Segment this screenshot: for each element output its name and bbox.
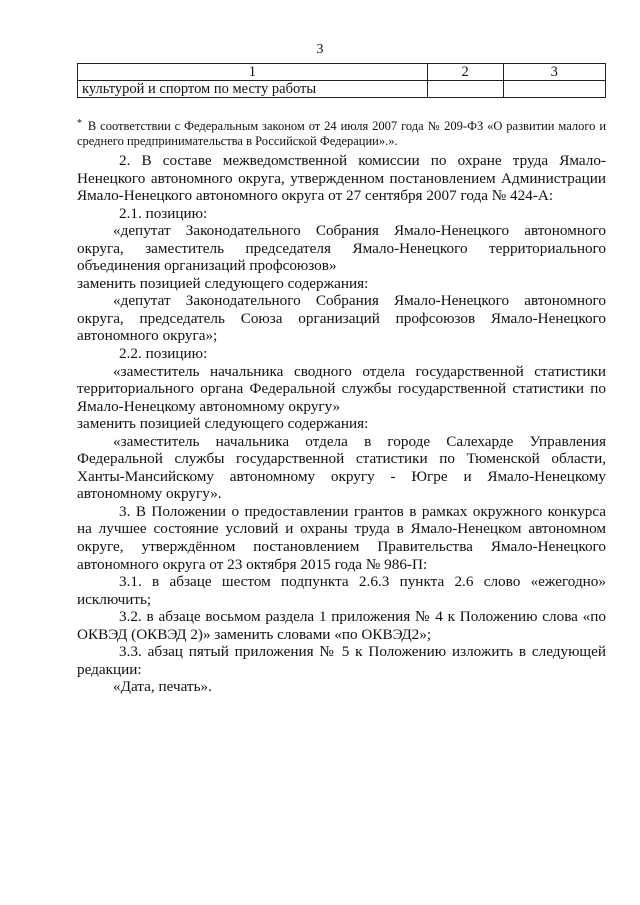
continuation-table	[77, 63, 606, 98]
quoted-position: «заместитель начальника сводного отдела государственной статистики территориального органа Федеральной службы государственной статистики по Ямало-Ненецкому автономному округу»	[77, 362, 606, 415]
footnote	[77, 119, 606, 149]
paragraph: заменить позицией следующего содержания:	[77, 274, 369, 292]
paragraph: 3.2. в абзаце восьмом раздела 1 приложения № 4 к Положению слова «по ОКВЭД (ОКВЭД 2)» заменить словами «по ОКВЭД2»;	[77, 608, 606, 643]
table-cell	[427, 81, 503, 98]
quoted-position: «депутат Законодательного Собрания Ямало-Ненецкого автономного округа, заместитель председателя Ямало-Ненецкого территориального объединения организаций профсоюзов»	[77, 222, 606, 275]
quoted-position: «заместитель начальника отдела в городе Салехарде Управления Федеральной службы государственной статистики по Тюменской области, Ханты-Мансийскому автономному округу - Югре и Ямало-Ненецкому автономному округу».	[77, 432, 606, 503]
paragraph: 3.3. абзац пятый приложения № 5 к Положению изложить в следующей редакции:	[77, 643, 606, 678]
table-cell	[503, 81, 605, 98]
table-header-cell: 1	[78, 64, 428, 81]
quoted-position: «Дата, печать».	[113, 678, 212, 696]
table-cell: культурой и спортом по месту работы	[78, 81, 428, 98]
table-row	[78, 81, 606, 98]
table-header-cell: 2	[427, 64, 503, 81]
paragraph: 3. В Положении о предоставлении грантов в рамках окружного конкурса на лучшее состояние условий и охраны труда в Ямало-Ненецком автономном округе, утверждённом постановлением Правительства Ямало-Ненецкого автономного округа от 23 октября 2015 года № 986-П:	[77, 502, 606, 573]
paragraph: заменить позицией следующего содержания:	[77, 415, 369, 433]
page-number: 3	[316, 42, 324, 57]
paragraph: 2. В составе межведомственной комиссии по охране труда Ямало-Ненецкого автономного округа, утвержденном постановлением Администрации Ямало-Ненецкого автономного округа от 27 сентября 2007 года № 424-А:	[77, 152, 606, 205]
paragraph: 3.1. в абзаце шестом подпункта 2.6.3 пункта 2.6 слово «ежегодно» исключить;	[77, 573, 606, 608]
footnote-mark: *	[77, 118, 82, 129]
paragraph: 2.2. позицию:	[119, 345, 208, 363]
document-body	[77, 152, 606, 696]
table-header-row	[78, 64, 606, 81]
table-header-cell: 3	[503, 64, 605, 81]
footnote-text: В соответствии с Федеральным законом от 24 июля 2007 года № 209-ФЗ «О развитии малого и среднего предпринимательства в Российской Федерации».».	[77, 119, 607, 148]
paragraph: 2.1. позицию:	[119, 204, 208, 222]
quoted-position: «депутат Законодательного Собрания Ямало-Ненецкого автономного округа, председатель Союза организаций профсоюзов Ямало-Ненецкого автономного округа»;	[77, 292, 606, 345]
